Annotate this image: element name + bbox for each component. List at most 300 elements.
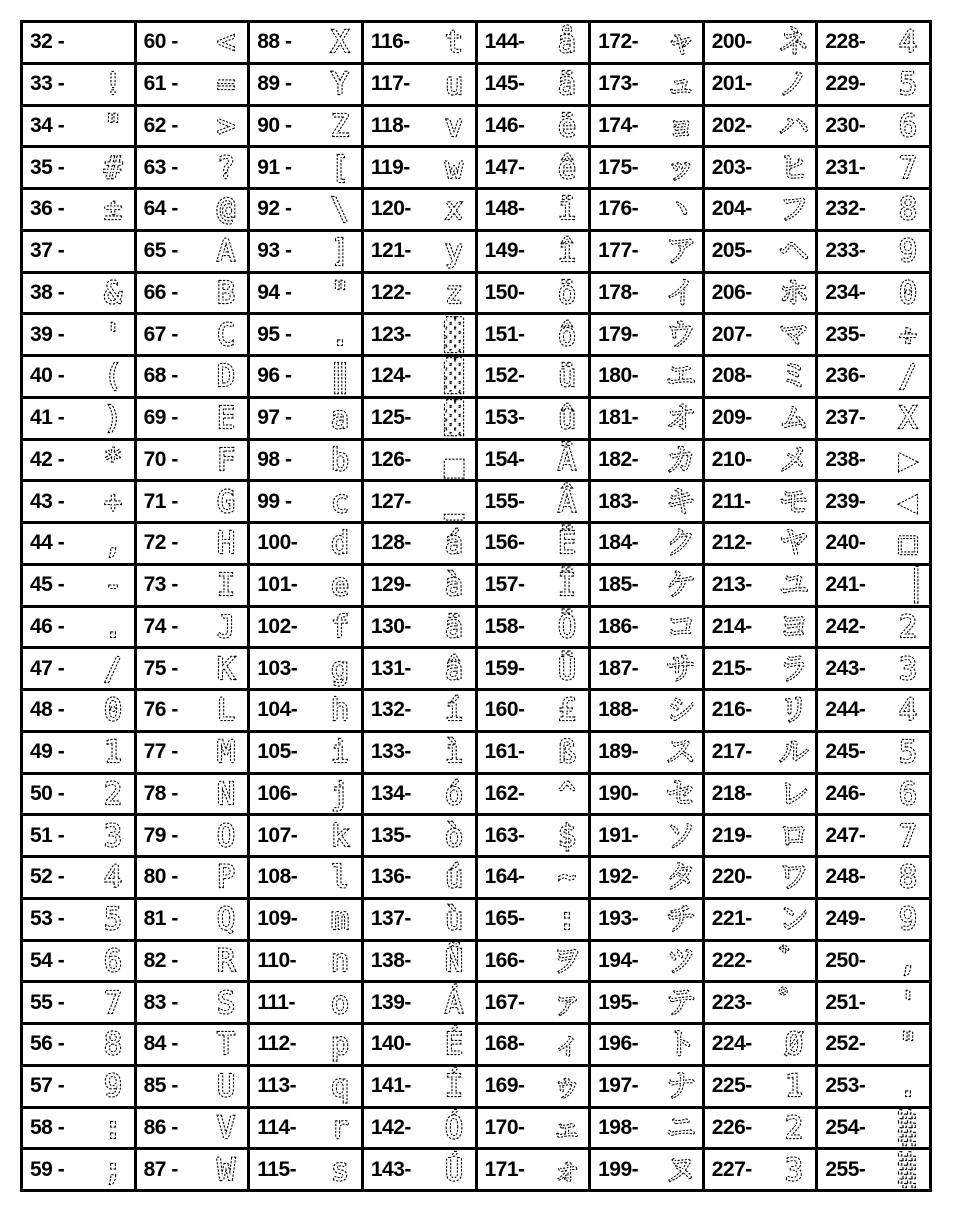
table-cell xyxy=(364,357,475,396)
char-code-label: 109- xyxy=(257,907,298,931)
char-code-label: 192- xyxy=(598,865,639,889)
glyph-character: ê xyxy=(558,150,577,186)
dot-matrix-glyph xyxy=(441,486,467,518)
dot-matrix-glyph xyxy=(441,693,467,729)
dot-matrix-glyph xyxy=(895,110,921,142)
glyph-character: ワ xyxy=(779,860,810,896)
table-cell xyxy=(705,900,816,939)
dot-matrix-glyph xyxy=(779,943,810,979)
table-cell xyxy=(23,858,134,897)
dot-matrix-glyph xyxy=(554,192,580,228)
char-code-label: 162- xyxy=(484,781,525,805)
char-code-label: 135- xyxy=(370,823,411,847)
glyph-character: ô xyxy=(558,317,577,353)
char-code-label: 118- xyxy=(370,113,410,137)
dot-matrix-glyph xyxy=(552,1110,583,1146)
char-code-label: 242- xyxy=(825,614,866,638)
table-cell xyxy=(23,1025,134,1064)
table-cell xyxy=(23,107,134,146)
char-code-label: 140- xyxy=(370,1032,411,1056)
glyph-character: N xyxy=(217,776,236,812)
char-code-label: 128- xyxy=(370,531,411,555)
glyph-character: ◀ xyxy=(898,484,918,520)
glyph-character: 9 xyxy=(898,902,918,938)
dot-matrix-glyph xyxy=(895,987,921,1019)
char-code-label: 249- xyxy=(825,907,866,931)
char-code-label: 125- xyxy=(370,406,411,430)
glyph-character: [ xyxy=(330,150,349,186)
dot-matrix-glyph xyxy=(554,902,580,938)
char-code-label: 218- xyxy=(711,781,752,805)
char-code-label: 122- xyxy=(370,280,411,304)
glyph-character: * xyxy=(103,442,122,478)
glyph-character: ó xyxy=(444,776,463,812)
char-code-label: 78 - xyxy=(143,781,178,805)
table-cell xyxy=(818,190,929,229)
table-cell xyxy=(364,733,475,772)
dot-matrix-glyph xyxy=(665,526,696,562)
glyph-character: # xyxy=(103,150,122,186)
char-code-label: 166- xyxy=(484,948,525,972)
glyph-character: 2 xyxy=(103,776,122,812)
glyph-character: É xyxy=(444,1027,463,1063)
table-cell xyxy=(23,399,134,438)
char-code-label: 108- xyxy=(257,865,298,889)
dot-matrix-glyph xyxy=(665,860,696,896)
dot-matrix-glyph xyxy=(213,25,239,61)
glyph-character: ァ xyxy=(552,985,583,1021)
char-code-label: 71 - xyxy=(143,489,178,513)
char-code-label: 73 - xyxy=(143,573,178,597)
glyph-character: P xyxy=(217,860,236,896)
table-cell xyxy=(705,23,816,62)
dot-matrix-glyph xyxy=(100,1112,126,1144)
table-cell xyxy=(250,983,361,1022)
char-code-label: 144- xyxy=(484,30,525,54)
dot-matrix-glyph xyxy=(213,110,239,142)
char-code-label: 247- xyxy=(825,823,866,847)
table-cell xyxy=(478,232,589,271)
char-code-label: 63 - xyxy=(143,155,178,179)
table-cell xyxy=(591,733,702,772)
glyph-character: ▁ xyxy=(444,484,463,520)
dot-matrix-glyph xyxy=(895,1069,921,1105)
char-code-label: 244- xyxy=(825,698,866,722)
character-code-table xyxy=(20,20,932,1192)
table-cell xyxy=(250,399,361,438)
char-code-label: 98 - xyxy=(257,447,292,471)
dot-matrix-glyph xyxy=(441,25,467,61)
dot-matrix-glyph xyxy=(327,1069,353,1105)
char-code-label: 51 - xyxy=(30,823,65,847)
dot-matrix-glyph xyxy=(327,152,353,184)
char-code-label: 64 - xyxy=(143,197,178,221)
char-code-label: 223- xyxy=(711,990,752,1014)
table-cell xyxy=(137,274,248,313)
char-code-label: 46 - xyxy=(30,614,65,638)
char-code-label: 164- xyxy=(484,865,525,889)
dot-matrix-glyph xyxy=(895,860,921,896)
table-cell xyxy=(705,566,816,605)
char-code-label: 32 - xyxy=(30,30,65,54)
char-code-label: 156- xyxy=(484,531,525,555)
dot-matrix-glyph xyxy=(441,319,467,351)
table-cell xyxy=(137,107,248,146)
dot-matrix-glyph xyxy=(554,277,580,309)
table-cell xyxy=(137,775,248,814)
dot-matrix-glyph xyxy=(100,152,126,184)
char-code-label: 35 - xyxy=(30,155,65,179)
table-cell xyxy=(23,23,134,62)
dot-matrix-glyph xyxy=(100,568,126,604)
table-cell xyxy=(23,816,134,855)
glyph-character: E xyxy=(217,401,236,437)
dot-matrix-glyph xyxy=(100,277,126,309)
glyph-character: ケ xyxy=(665,568,696,604)
table-cell xyxy=(250,1067,361,1106)
char-code-label: 123- xyxy=(370,322,411,346)
glyph-character: キ xyxy=(665,484,696,520)
char-code-label: 142- xyxy=(370,1115,411,1139)
table-cell xyxy=(591,858,702,897)
glyph-character: â xyxy=(444,651,463,687)
table-cell xyxy=(591,1025,702,1064)
glyph-character: Í xyxy=(444,1069,463,1105)
table-cell xyxy=(23,691,134,730)
dot-matrix-glyph xyxy=(895,902,921,938)
dot-matrix-glyph xyxy=(327,25,353,61)
dot-matrix-glyph xyxy=(895,444,921,476)
char-code-label: 196- xyxy=(598,1032,639,1056)
table-cell xyxy=(818,1025,929,1064)
char-code-label: 139- xyxy=(370,990,411,1014)
char-code-label: 214- xyxy=(711,614,752,638)
char-code-label: 187- xyxy=(598,656,639,680)
char-code-label: 138- xyxy=(370,948,411,972)
glyph-character: Y xyxy=(330,67,349,103)
dot-matrix-glyph xyxy=(100,526,126,562)
table-cell xyxy=(705,1150,816,1189)
char-code-label: 198- xyxy=(598,1115,639,1139)
dot-matrix-glyph xyxy=(552,943,583,979)
char-code-label: 96 - xyxy=(257,364,292,388)
table-cell xyxy=(250,691,361,730)
table-cell xyxy=(137,649,248,688)
table-cell xyxy=(23,482,134,521)
table-cell xyxy=(705,775,816,814)
char-code-label: 165- xyxy=(484,907,525,931)
table-cell xyxy=(364,148,475,187)
dot-matrix-glyph xyxy=(779,609,810,645)
glyph-character: ヤ xyxy=(779,526,810,562)
table-cell xyxy=(591,816,702,855)
dot-matrix-glyph xyxy=(327,401,353,437)
table-cell xyxy=(818,775,929,814)
dot-matrix-glyph xyxy=(895,611,921,643)
char-code-label: 252- xyxy=(825,1032,866,1056)
dot-matrix-glyph xyxy=(895,568,921,604)
glyph-character: ヨ xyxy=(779,609,810,645)
dot-matrix-glyph xyxy=(779,484,810,520)
char-code-label: 239- xyxy=(825,489,866,513)
dot-matrix-glyph xyxy=(100,1069,126,1105)
char-code-label: 170- xyxy=(484,1115,525,1139)
char-code-label: 37 - xyxy=(30,239,65,263)
glyph-character: X xyxy=(898,401,918,437)
dot-matrix-glyph xyxy=(895,486,921,518)
dot-matrix-glyph xyxy=(100,26,126,58)
char-code-label: 68 - xyxy=(143,364,178,388)
table-cell xyxy=(364,900,475,939)
table-cell xyxy=(478,107,589,146)
glyph-character: ェ xyxy=(552,1110,583,1146)
glyph-character: " xyxy=(330,275,349,311)
glyph-character: " xyxy=(898,1027,918,1063)
char-code-label: 253- xyxy=(825,1074,866,1098)
table-cell xyxy=(591,566,702,605)
dot-matrix-glyph xyxy=(665,234,696,270)
char-code-label: 255- xyxy=(825,1157,866,1181)
char-code-label: 202- xyxy=(711,113,752,137)
table-cell xyxy=(137,733,248,772)
dot-matrix-glyph xyxy=(100,945,126,977)
dot-matrix-glyph xyxy=(779,526,810,562)
dot-matrix-glyph xyxy=(100,235,126,267)
table-cell xyxy=(364,482,475,521)
glyph-character: ネ xyxy=(779,25,810,61)
table-cell xyxy=(364,399,475,438)
dot-matrix-glyph xyxy=(327,653,353,685)
dot-matrix-glyph xyxy=(665,317,696,353)
char-code-label: 115- xyxy=(257,1157,297,1181)
table-cell xyxy=(250,775,361,814)
dot-matrix-glyph xyxy=(213,653,239,685)
char-code-label: 158- xyxy=(484,614,525,638)
char-code-label: 97 - xyxy=(257,406,292,430)
glyph-character: ヒ xyxy=(779,150,810,186)
dot-matrix-glyph xyxy=(327,526,353,562)
glyph-character: Ø xyxy=(785,1027,804,1063)
glyph-character: Ú xyxy=(444,1152,463,1188)
dot-matrix-glyph xyxy=(895,277,921,309)
dot-matrix-glyph xyxy=(781,1154,807,1186)
dot-matrix-glyph xyxy=(213,319,239,351)
table-cell xyxy=(364,858,475,897)
glyph-character: サ xyxy=(665,651,696,687)
glyph-character: ユ xyxy=(779,568,810,604)
char-code-label: 236- xyxy=(825,364,866,388)
char-code-label: 248- xyxy=(825,865,866,889)
dot-matrix-glyph xyxy=(895,526,921,562)
char-code-label: 160- xyxy=(484,698,525,722)
dot-matrix-glyph xyxy=(665,651,696,687)
table-cell xyxy=(591,148,702,187)
char-code-label: 111- xyxy=(257,990,295,1014)
dot-matrix-glyph xyxy=(554,486,580,518)
glyph-character: 7 xyxy=(898,150,918,186)
char-code-label: 175- xyxy=(598,155,639,179)
dot-matrix-glyph xyxy=(895,778,921,810)
table-cell xyxy=(818,816,929,855)
table-cell xyxy=(250,274,361,313)
glyph-character: ± xyxy=(103,192,122,228)
glyph-character: 2 xyxy=(898,609,918,645)
dot-matrix-glyph xyxy=(554,359,580,395)
glyph-character: 6 xyxy=(103,943,122,979)
char-code-label: 67 - xyxy=(143,322,178,346)
glyph-character: , xyxy=(103,526,122,562)
dot-matrix-glyph xyxy=(895,25,921,61)
glyph-character: ^ xyxy=(558,776,577,812)
char-code-label: 211- xyxy=(711,489,751,513)
dot-matrix-glyph xyxy=(554,693,580,729)
char-code-label: 181- xyxy=(598,406,639,430)
glyph-character: T xyxy=(217,1027,236,1063)
dot-matrix-glyph xyxy=(441,860,467,896)
glyph-character: Ë xyxy=(558,526,577,562)
table-cell xyxy=(137,524,248,563)
dot-matrix-glyph xyxy=(554,568,580,604)
char-code-label: 81 - xyxy=(143,907,178,931)
table-cell xyxy=(23,649,134,688)
glyph-character: V xyxy=(217,1110,236,1146)
char-code-label: 226- xyxy=(711,1115,752,1139)
dot-matrix-glyph xyxy=(327,1027,353,1063)
dot-matrix-glyph xyxy=(213,1027,239,1063)
char-code-label: 228- xyxy=(825,30,866,54)
glyph-character: ュ xyxy=(665,67,696,103)
char-code-label: 241- xyxy=(825,573,866,597)
char-code-label: 145- xyxy=(484,72,525,96)
char-code-label: 79 - xyxy=(143,823,178,847)
dot-matrix-glyph xyxy=(327,234,353,270)
table-cell xyxy=(705,608,816,647)
char-code-label: 56 - xyxy=(30,1032,65,1056)
table-cell xyxy=(23,608,134,647)
dot-matrix-glyph xyxy=(779,108,810,144)
glyph-character: ナ xyxy=(665,1069,696,1105)
char-code-label: 152- xyxy=(484,364,525,388)
glyph-character: 4 xyxy=(103,860,122,896)
char-code-label: 116- xyxy=(370,30,410,54)
table-cell xyxy=(23,942,134,981)
table-cell xyxy=(818,524,929,563)
glyph-character: ! xyxy=(103,67,122,103)
dot-matrix-glyph xyxy=(327,192,353,228)
char-code-label: 52 - xyxy=(30,865,65,889)
table-cell xyxy=(364,232,475,271)
table-cell xyxy=(705,441,816,480)
char-code-label: 59 - xyxy=(30,1157,65,1181)
table-cell xyxy=(478,775,589,814)
dot-matrix-glyph xyxy=(441,611,467,643)
table-cell xyxy=(705,1109,816,1148)
char-code-label: 120- xyxy=(370,197,411,221)
char-code-label: 245- xyxy=(825,740,866,764)
dot-matrix-glyph xyxy=(895,1154,921,1186)
table-cell xyxy=(705,816,816,855)
dot-matrix-glyph xyxy=(665,401,696,437)
char-code-label: 201- xyxy=(711,72,752,96)
char-code-label: 217- xyxy=(711,740,752,764)
glyph-character: L xyxy=(217,693,236,729)
char-code-label: 204- xyxy=(711,197,752,221)
dot-matrix-glyph xyxy=(327,359,353,395)
dot-matrix-glyph xyxy=(552,985,583,1021)
dot-matrix-glyph xyxy=(327,486,353,518)
char-code-label: 143- xyxy=(370,1157,411,1181)
table-cell xyxy=(591,1150,702,1189)
dot-matrix-glyph xyxy=(441,778,467,810)
dot-matrix-glyph xyxy=(665,1027,696,1063)
dot-matrix-glyph xyxy=(665,484,696,520)
glyph-character: M xyxy=(217,735,236,771)
glyph-character: ョ xyxy=(665,108,696,144)
char-code-label: 146- xyxy=(484,113,525,137)
glyph-character: テ xyxy=(665,985,696,1021)
table-cell xyxy=(818,148,929,187)
dot-matrix-glyph xyxy=(100,110,126,142)
table-cell xyxy=(23,190,134,229)
dot-matrix-glyph xyxy=(327,444,353,476)
char-code-label: 177- xyxy=(598,239,639,263)
dot-matrix-glyph xyxy=(665,943,696,979)
glyph-character: ▕ xyxy=(898,568,918,604)
char-code-label: 190- xyxy=(598,781,639,805)
char-code-label: 104- xyxy=(257,698,298,722)
glyph-character: X xyxy=(330,25,349,61)
glyph-character: ィ xyxy=(552,1027,583,1063)
table-cell xyxy=(818,649,929,688)
table-cell xyxy=(478,482,589,521)
glyph-character: + xyxy=(103,484,122,520)
glyph-character: i xyxy=(330,735,349,771)
table-cell xyxy=(478,357,589,396)
dot-matrix-glyph xyxy=(327,987,353,1019)
dot-matrix-glyph xyxy=(100,987,126,1019)
table-cell xyxy=(591,983,702,1022)
char-code-label: 94 - xyxy=(257,280,292,304)
table-cell xyxy=(364,23,475,62)
char-code-label: 176- xyxy=(598,197,639,221)
char-code-label: 224- xyxy=(711,1032,752,1056)
dot-matrix-glyph xyxy=(213,860,239,896)
table-cell xyxy=(23,900,134,939)
char-code-label: 91 - xyxy=(257,155,292,179)
char-code-label: 216- xyxy=(711,698,752,722)
glyph-character: O xyxy=(217,818,236,854)
char-code-label: 89 - xyxy=(257,72,292,96)
char-code-label: 150- xyxy=(484,280,525,304)
dot-matrix-glyph xyxy=(665,359,696,395)
glyph-character: ゜ xyxy=(779,985,810,1021)
char-code-label: 127- xyxy=(370,489,411,513)
glyph-character: ソ xyxy=(665,818,696,854)
char-code-label: 148- xyxy=(484,197,525,221)
char-code-label: 191- xyxy=(598,823,639,847)
table-cell xyxy=(591,274,702,313)
dot-matrix-glyph xyxy=(895,693,921,729)
char-code-label: 137- xyxy=(370,907,411,931)
dot-matrix-glyph xyxy=(213,987,239,1019)
char-code-label: 34 - xyxy=(30,113,65,137)
glyph-character: C xyxy=(217,317,236,353)
table-cell xyxy=(591,232,702,271)
table-cell xyxy=(364,942,475,981)
dot-matrix-glyph xyxy=(554,401,580,437)
table-cell xyxy=(705,1067,816,1106)
glyph-character: G xyxy=(217,484,236,520)
